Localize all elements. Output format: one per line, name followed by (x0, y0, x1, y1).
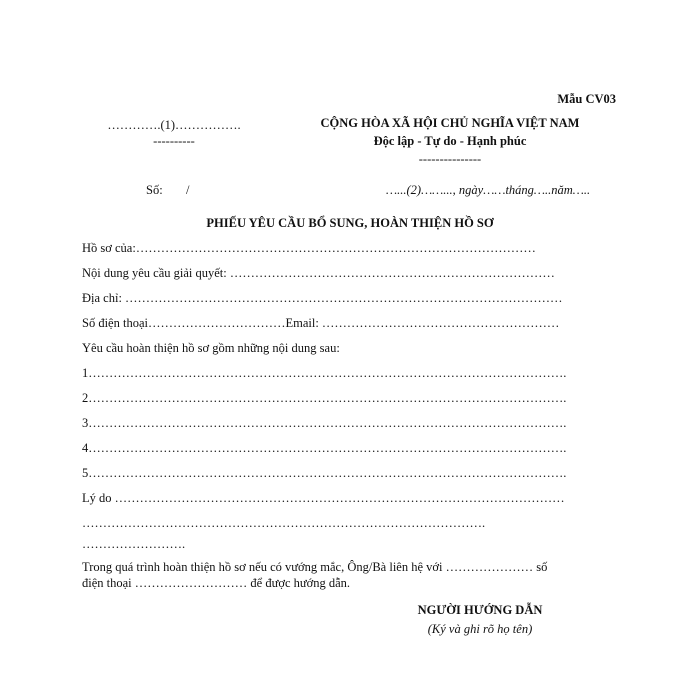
field-request-content: Nội dung yêu cầu giải quyết: …………………………………………………………………… (82, 266, 555, 280)
requirement-line-4: 4……………………………………………………………………………………………………. (82, 441, 567, 455)
reason-continuation-2: ……………………. (82, 537, 186, 551)
field-phone-email: Số điện thoại……………………………Email: ………………………………………………… (82, 316, 560, 330)
place-date-line: …...(2)……..., ngày……tháng…..năm….. (386, 183, 591, 197)
requirement-line-1: 1……………………………………………………………………………………………………. (82, 366, 567, 380)
field-address: Địa chỉ: …………………………………………………………………………………………… (82, 291, 563, 305)
agency-name-field: ………….(1)……………. (107, 118, 241, 132)
national-motto: Độc lập - Tự do - Hạnh phúc (373, 134, 527, 148)
contact-note-line-1: Trong quá trình hoàn thiện hồ sơ nếu có vướng mắc, Ông/Bà liên hệ với ………………… số (82, 560, 548, 574)
requirements-intro: Yêu cầu hoàn thiện hồ sơ gồm những nội dung sau: (82, 341, 340, 355)
reason-continuation-1: ……………………………………………………………………………………. (82, 516, 486, 530)
motto-divider: --------------- (418, 152, 482, 166)
national-title: CỘNG HÒA XÃ HỘI CHỦ NGHĨA VIỆT NAM (320, 116, 580, 130)
signer-instruction: (Ký và ghi rõ họ tên) (427, 622, 533, 636)
document-number-label: Số: (146, 183, 163, 197)
reason-line: Lý do ……………………………………………………………………………………………… (82, 491, 565, 505)
requirement-line-3: 3……………………………………………………………………………………………………. (82, 416, 567, 430)
agency-divider: ---------- (153, 134, 195, 148)
signer-title: NGƯỜI HƯỚNG DẪN (417, 603, 543, 617)
requirement-line-2: 2……………………………………………………………………………………………………. (82, 391, 567, 405)
requirement-line-5: 5……………………………………………………………………………………………………. (82, 466, 567, 480)
form-code: Mẫu CV03 (557, 92, 616, 106)
contact-note-line-2: điện thoại ……………………… để được hướng dẫn. (82, 576, 351, 590)
document-number-slash: / (186, 183, 190, 197)
field-applicant: Hồ sơ của:…………………………………………………………………………………… (82, 241, 536, 255)
document-title: PHIẾU YÊU CẦU BỔ SUNG, HOÀN THIỆN HỒ SƠ (206, 216, 494, 230)
